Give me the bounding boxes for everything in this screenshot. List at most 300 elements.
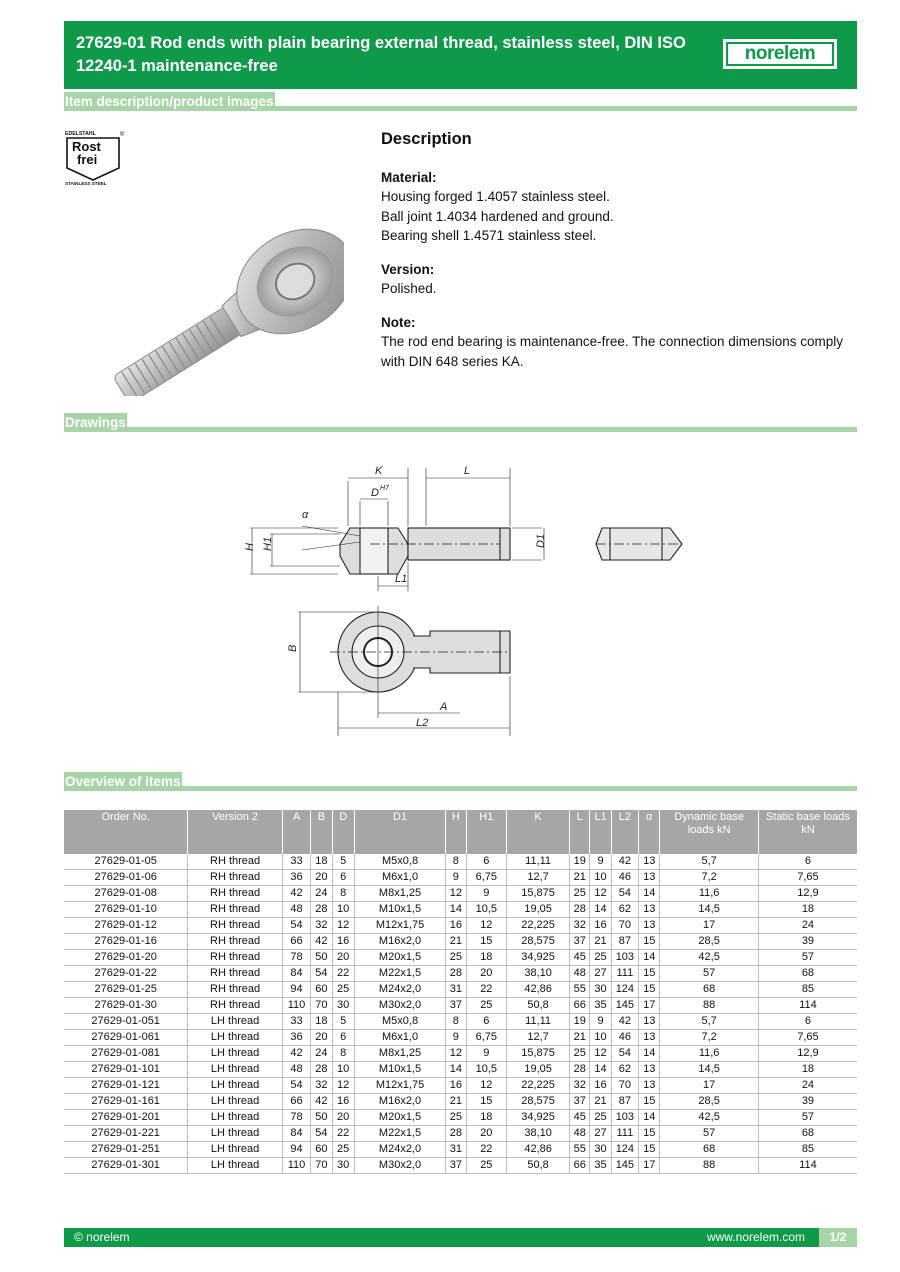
section-item-description <box>64 92 857 111</box>
dim-alpha: α <box>302 509 309 521</box>
table-cell: 36 <box>282 1030 310 1046</box>
table-cell: 14 <box>590 902 611 918</box>
column-header: Order No. <box>64 810 188 854</box>
table-cell: 30 <box>590 982 611 998</box>
table-cell: M12x1,75 <box>354 918 445 934</box>
table-cell: M30x2,0 <box>354 998 445 1014</box>
table-cell: M22x1,5 <box>354 1126 445 1142</box>
table-cell: 35 <box>590 998 611 1014</box>
table-cell: 5 <box>332 1014 354 1030</box>
table-cell: 37 <box>570 934 590 950</box>
table-cell: 84 <box>282 966 310 982</box>
table-cell: 55 <box>570 1142 590 1158</box>
table-cell: 28 <box>311 1062 332 1078</box>
table-cell: 6 <box>332 870 354 886</box>
table-row <box>64 1110 857 1126</box>
table-cell: 10,5 <box>466 1062 507 1078</box>
dim-L2: L2 <box>416 717 429 729</box>
table-cell: 13 <box>639 1078 660 1094</box>
section-drawings <box>64 413 857 432</box>
table-cell: 124 <box>611 1142 638 1158</box>
table-cell: 14 <box>639 950 660 966</box>
table-row <box>64 1126 857 1142</box>
table-cell: M8x1,25 <box>354 886 445 902</box>
table-cell: 70 <box>611 918 638 934</box>
table-cell: 7,2 <box>660 870 758 886</box>
table-cell: 11,6 <box>660 886 758 902</box>
dim-D1: D1 <box>535 533 547 548</box>
table-cell: 21 <box>446 934 466 950</box>
table-cell: 13 <box>639 1030 660 1046</box>
table-cell: 54 <box>611 1046 638 1062</box>
table-cell: 20 <box>466 1126 507 1142</box>
table-cell: 12,7 <box>507 870 570 886</box>
table-cell: 103 <box>611 950 638 966</box>
table-cell: 110 <box>282 1158 310 1174</box>
table-cell: M5x0,8 <box>354 1014 445 1030</box>
table-cell: 48 <box>282 902 310 918</box>
table-row <box>64 966 857 982</box>
table-cell: 22 <box>466 1142 507 1158</box>
table-cell: 7,65 <box>758 870 857 886</box>
table-cell: 10 <box>332 1062 354 1078</box>
table-cell: M24x2,0 <box>354 982 445 998</box>
dim-K: K <box>375 465 383 477</box>
table-cell: 7,2 <box>660 1030 758 1046</box>
table-cell: 33 <box>282 854 310 870</box>
table-cell: 27629-01-06 <box>64 870 188 886</box>
table-header <box>64 810 857 854</box>
material-line: Housing forged 1.4057 stainless steel. <box>381 189 610 204</box>
table-cell: 14 <box>590 1062 611 1078</box>
table-cell: 54 <box>282 1078 310 1094</box>
table-cell: 18 <box>311 1014 332 1030</box>
table-cell: 42 <box>282 886 310 902</box>
table-cell: 27629-01-25 <box>64 982 188 998</box>
table-cell: 14 <box>639 1110 660 1126</box>
table-row <box>64 854 857 870</box>
table-cell: RH thread <box>188 998 282 1014</box>
table-cell: 15 <box>466 934 507 950</box>
table-cell: LH thread <box>188 1078 282 1094</box>
table-cell: 124 <box>611 982 638 998</box>
table-cell: 21 <box>570 870 590 886</box>
table-cell: 37 <box>570 1094 590 1110</box>
table-cell: 14 <box>639 886 660 902</box>
description-title: Description <box>381 130 472 148</box>
table-cell: 28 <box>311 902 332 918</box>
table-cell: 27629-01-20 <box>64 950 188 966</box>
table-cell: 22 <box>466 982 507 998</box>
table-cell: 66 <box>282 1094 310 1110</box>
table-cell: 88 <box>660 1158 758 1174</box>
table-cell: 46 <box>611 1030 638 1046</box>
table-cell: 68 <box>758 1126 857 1142</box>
table-cell: 15,875 <box>507 1046 570 1062</box>
table-cell: 70 <box>311 1158 332 1174</box>
table-cell: 70 <box>611 1078 638 1094</box>
table-cell: 12 <box>590 886 611 902</box>
table-cell: 33 <box>282 1014 310 1030</box>
table-cell: 110 <box>282 998 310 1014</box>
dim-D-superscript: H7 <box>380 485 389 492</box>
table-cell: 16 <box>446 1078 466 1094</box>
table-cell: 27629-01-221 <box>64 1126 188 1142</box>
table-cell: 8 <box>446 854 466 870</box>
page-number: 1/2 <box>819 1228 857 1247</box>
table-row <box>64 1014 857 1030</box>
dim-L1: L1 <box>395 573 408 585</box>
table-cell: 28 <box>446 1126 466 1142</box>
table-cell: RH thread <box>188 886 282 902</box>
table-cell: 50,8 <box>507 998 570 1014</box>
material-line: Ball joint 1.4034 hardened and ground. <box>381 208 614 224</box>
table-cell: 34,925 <box>507 950 570 966</box>
table-cell: 13 <box>639 870 660 886</box>
table-cell: 13 <box>639 918 660 934</box>
table-cell: M24x2,0 <box>354 1142 445 1158</box>
table-cell: 32 <box>570 918 590 934</box>
table-cell: 5,7 <box>660 854 758 870</box>
table-row <box>64 1078 857 1094</box>
table-cell: 15 <box>639 982 660 998</box>
note-label: Note: <box>381 314 416 330</box>
table-cell: 17 <box>639 1158 660 1174</box>
table-cell: 12 <box>446 886 466 902</box>
table-cell: 57 <box>758 1110 857 1126</box>
table-cell: 145 <box>611 1158 638 1174</box>
page-title: 27629-01 Rod ends with plain bearing external thread, stainless steel, DIN ISO 12240-1 maintenance-free <box>76 34 686 75</box>
table-cell: 32 <box>311 1078 332 1094</box>
table-body <box>64 854 857 1174</box>
table-cell: 50 <box>311 1110 332 1126</box>
section-label: Overview of items <box>65 774 181 789</box>
table-cell: 66 <box>570 1158 590 1174</box>
table-cell: 60 <box>311 1142 332 1158</box>
table-cell: 12 <box>466 1078 507 1094</box>
table-cell: 22 <box>332 966 354 982</box>
table-cell: 37 <box>446 998 466 1014</box>
dim-D: D <box>371 487 379 499</box>
table-cell: 28 <box>446 966 466 982</box>
table-cell: 13 <box>639 902 660 918</box>
table-cell: 54 <box>611 886 638 902</box>
table-cell: 6,75 <box>466 870 507 886</box>
table-cell: 57 <box>758 950 857 966</box>
badge-rost-text: Rost <box>72 139 101 154</box>
table-cell: 68 <box>660 982 758 998</box>
table-cell: 10,5 <box>466 902 507 918</box>
table-cell: 18 <box>758 902 857 918</box>
table-row <box>64 950 857 966</box>
table-cell: 25 <box>590 1110 611 1126</box>
badge-registered: ® <box>120 132 125 138</box>
table-cell: 22,225 <box>507 918 570 934</box>
table-cell: 68 <box>758 966 857 982</box>
table-cell: 42,86 <box>507 1142 570 1158</box>
column-header: K <box>507 810 570 854</box>
version-label: Version: <box>381 261 435 277</box>
table-cell: 10 <box>590 1030 611 1046</box>
table-cell: 31 <box>446 982 466 998</box>
table-cell: M5x0,8 <box>354 854 445 870</box>
table-cell: 27629-01-201 <box>64 1110 188 1126</box>
table-cell: 25 <box>446 950 466 966</box>
table-row <box>64 1062 857 1078</box>
table-cell: 37 <box>446 1158 466 1174</box>
column-header: Dynamic base loads kN <box>660 810 758 854</box>
table-cell: 62 <box>611 902 638 918</box>
table-cell: 19,05 <box>507 1062 570 1078</box>
table-cell: 18 <box>758 1062 857 1078</box>
material-label: Material: <box>381 169 437 185</box>
table-cell: 85 <box>758 982 857 998</box>
description-block <box>381 130 857 385</box>
table-cell: RH thread <box>188 966 282 982</box>
table-cell: 27629-01-101 <box>64 1062 188 1078</box>
note-text: The rod end bearing is maintenance-free. The connection dimensions comply with DIN 648 series KA. <box>381 334 844 369</box>
table-cell: 27629-01-08 <box>64 886 188 902</box>
table-cell: 42,5 <box>660 1110 758 1126</box>
table-cell: 45 <box>570 1110 590 1126</box>
column-header: H1 <box>466 810 507 854</box>
table-cell: 34,925 <box>507 1110 570 1126</box>
table-cell: M8x1,25 <box>354 1046 445 1062</box>
table-cell: 15 <box>639 1094 660 1110</box>
page-footer <box>64 1228 857 1247</box>
table-cell: 27629-01-081 <box>64 1046 188 1062</box>
table-cell: RH thread <box>188 902 282 918</box>
table-cell: 12,9 <box>758 886 857 902</box>
table-cell: RH thread <box>188 950 282 966</box>
table-cell: 27629-01-161 <box>64 1094 188 1110</box>
table-cell: 25 <box>570 1046 590 1062</box>
table-cell: 57 <box>660 1126 758 1142</box>
table-cell: RH thread <box>188 918 282 934</box>
table-cell: 15 <box>639 1126 660 1142</box>
table-cell: 13 <box>639 1062 660 1078</box>
table-cell: LH thread <box>188 1110 282 1126</box>
table-cell: 21 <box>446 1094 466 1110</box>
badge-top-text: EDELSTAHL <box>65 131 96 137</box>
table-cell: 42 <box>611 1014 638 1030</box>
dim-H1: H1 <box>262 536 274 551</box>
table-cell: 19,05 <box>507 902 570 918</box>
table-cell: RH thread <box>188 934 282 950</box>
table-cell: 17 <box>660 1078 758 1094</box>
table-cell: 27629-01-301 <box>64 1158 188 1174</box>
table-cell: LH thread <box>188 1158 282 1174</box>
table-cell: 94 <box>282 982 310 998</box>
table-cell: 9 <box>446 870 466 886</box>
table-cell: 12 <box>466 918 507 934</box>
table-cell: 16 <box>590 918 611 934</box>
table-cell: 15 <box>639 1142 660 1158</box>
table-cell: 46 <box>611 870 638 886</box>
table-cell: 12,7 <box>507 1030 570 1046</box>
table-cell: 38,10 <box>507 966 570 982</box>
table-cell: 55 <box>570 982 590 998</box>
table-cell: 24 <box>758 918 857 934</box>
table-row <box>64 1142 857 1158</box>
table-cell: 18 <box>311 854 332 870</box>
table-cell: 25 <box>332 1142 354 1158</box>
footer-website-link[interactable]: www.norelem.com <box>706 1230 805 1244</box>
table-cell: 27629-01-22 <box>64 966 188 982</box>
logo-text: norelem <box>726 42 834 66</box>
table-cell: 42,5 <box>660 950 758 966</box>
table-cell: 11,6 <box>660 1046 758 1062</box>
table-cell: 27629-01-051 <box>64 1014 188 1030</box>
table-cell: 114 <box>758 998 857 1014</box>
table-cell: LH thread <box>188 1046 282 1062</box>
table-cell: 20 <box>332 950 354 966</box>
table-cell: M20x1,5 <box>354 1110 445 1126</box>
column-header: α <box>639 810 660 854</box>
table-cell: 11,11 <box>507 1014 570 1030</box>
table-cell: 48 <box>570 1126 590 1142</box>
table-cell: 5,7 <box>660 1014 758 1030</box>
note-block <box>381 313 857 372</box>
table-row <box>64 918 857 934</box>
table-cell: M16x2,0 <box>354 1094 445 1110</box>
table-row <box>64 1046 857 1062</box>
table-cell: M10x1,5 <box>354 1062 445 1078</box>
table-cell: 38,10 <box>507 1126 570 1142</box>
table-cell: 11,11 <box>507 854 570 870</box>
table-cell: 54 <box>311 966 332 982</box>
table-cell: 9 <box>446 1030 466 1046</box>
table-cell: 21 <box>590 1094 611 1110</box>
table-cell: 19 <box>570 854 590 870</box>
table-cell: 14,5 <box>660 902 758 918</box>
table-cell: 70 <box>311 998 332 1014</box>
table-cell: M16x2,0 <box>354 934 445 950</box>
table-cell: 22,225 <box>507 1078 570 1094</box>
table-cell: 45 <box>570 950 590 966</box>
badge-bottom-text: STAINLESS STEEL <box>65 181 107 186</box>
column-header: A <box>282 810 310 854</box>
table-cell: 12 <box>332 1078 354 1094</box>
table-cell: 54 <box>311 1126 332 1142</box>
table-row <box>64 998 857 1014</box>
table-cell: 13 <box>639 1014 660 1030</box>
table-cell: 27629-01-12 <box>64 918 188 934</box>
table-cell: 22 <box>332 1126 354 1142</box>
table-cell: 88 <box>660 998 758 1014</box>
table-cell: 25 <box>332 982 354 998</box>
table-cell: 9 <box>466 886 507 902</box>
table-cell: M10x1,5 <box>354 902 445 918</box>
table-cell: 32 <box>570 1078 590 1094</box>
table-cell: 15 <box>639 966 660 982</box>
table-cell: 24 <box>758 1078 857 1094</box>
table-cell: 14 <box>446 902 466 918</box>
table-cell: 6 <box>758 1014 857 1030</box>
table-cell: M12x1,75 <box>354 1078 445 1094</box>
section-label: Drawings <box>65 415 126 430</box>
table-cell: M6x1,0 <box>354 1030 445 1046</box>
table-cell: 24 <box>311 886 332 902</box>
table-cell: 39 <box>758 1094 857 1110</box>
table-cell: LH thread <box>188 1094 282 1110</box>
column-header: L1 <box>590 810 611 854</box>
table-cell: 25 <box>570 886 590 902</box>
table-cell: 87 <box>611 1094 638 1110</box>
table-cell: 8 <box>332 886 354 902</box>
table-cell: 48 <box>282 1062 310 1078</box>
table-cell: 5 <box>332 854 354 870</box>
table-cell: 15 <box>466 1094 507 1110</box>
product-image <box>64 196 344 396</box>
table-cell: 66 <box>282 934 310 950</box>
table-cell: 18 <box>466 1110 507 1126</box>
table-cell: M22x1,5 <box>354 966 445 982</box>
table-cell: 94 <box>282 1142 310 1158</box>
table-cell: 21 <box>590 934 611 950</box>
table-cell: 24 <box>311 1046 332 1062</box>
table-cell: 15 <box>639 934 660 950</box>
table-cell: 14 <box>446 1062 466 1078</box>
table-cell: 35 <box>590 1158 611 1174</box>
material-block <box>381 168 857 246</box>
dim-L: L <box>464 465 471 477</box>
table-cell: 20 <box>466 966 507 982</box>
table-cell: RH thread <box>188 870 282 886</box>
table-cell: RH thread <box>188 854 282 870</box>
column-header: L <box>570 810 590 854</box>
table-cell: 30 <box>332 998 354 1014</box>
table-cell: 87 <box>611 934 638 950</box>
table-cell: 27629-01-061 <box>64 1030 188 1046</box>
table-cell: 6,75 <box>466 1030 507 1046</box>
dim-A: A <box>440 701 448 713</box>
table-cell: 12 <box>332 918 354 934</box>
table-cell: 42 <box>611 854 638 870</box>
table-cell: 66 <box>570 998 590 1014</box>
table-cell: 42 <box>282 1046 310 1062</box>
table-cell: 27 <box>590 1126 611 1142</box>
norelem-logo <box>723 39 837 69</box>
rostfrei-badge-icon <box>64 130 128 186</box>
table-cell: 27 <box>590 966 611 982</box>
table-row <box>64 982 857 998</box>
version-block <box>381 260 857 299</box>
table-cell: 9 <box>466 1046 507 1062</box>
table-cell: 103 <box>611 1110 638 1126</box>
column-header: Static base loads kN <box>758 810 857 854</box>
technical-drawing <box>230 456 700 746</box>
section-overview <box>64 772 857 791</box>
table-cell: 16 <box>332 934 354 950</box>
table-cell: 9 <box>590 854 611 870</box>
table-cell: 10 <box>332 902 354 918</box>
table-cell: 84 <box>282 1126 310 1142</box>
dim-H: H <box>244 543 256 551</box>
table-cell: 28 <box>570 1062 590 1078</box>
table-cell: 19 <box>570 1014 590 1030</box>
table-row <box>64 934 857 950</box>
table-cell: 27629-01-251 <box>64 1142 188 1158</box>
table-cell: 42 <box>311 1094 332 1110</box>
table-cell: 12,9 <box>758 1046 857 1062</box>
table-cell: LH thread <box>188 1126 282 1142</box>
table-cell: 27629-01-05 <box>64 854 188 870</box>
table-cell: LH thread <box>188 1030 282 1046</box>
table-cell: 25 <box>590 950 611 966</box>
column-header: H <box>446 810 466 854</box>
column-header: D <box>332 810 354 854</box>
